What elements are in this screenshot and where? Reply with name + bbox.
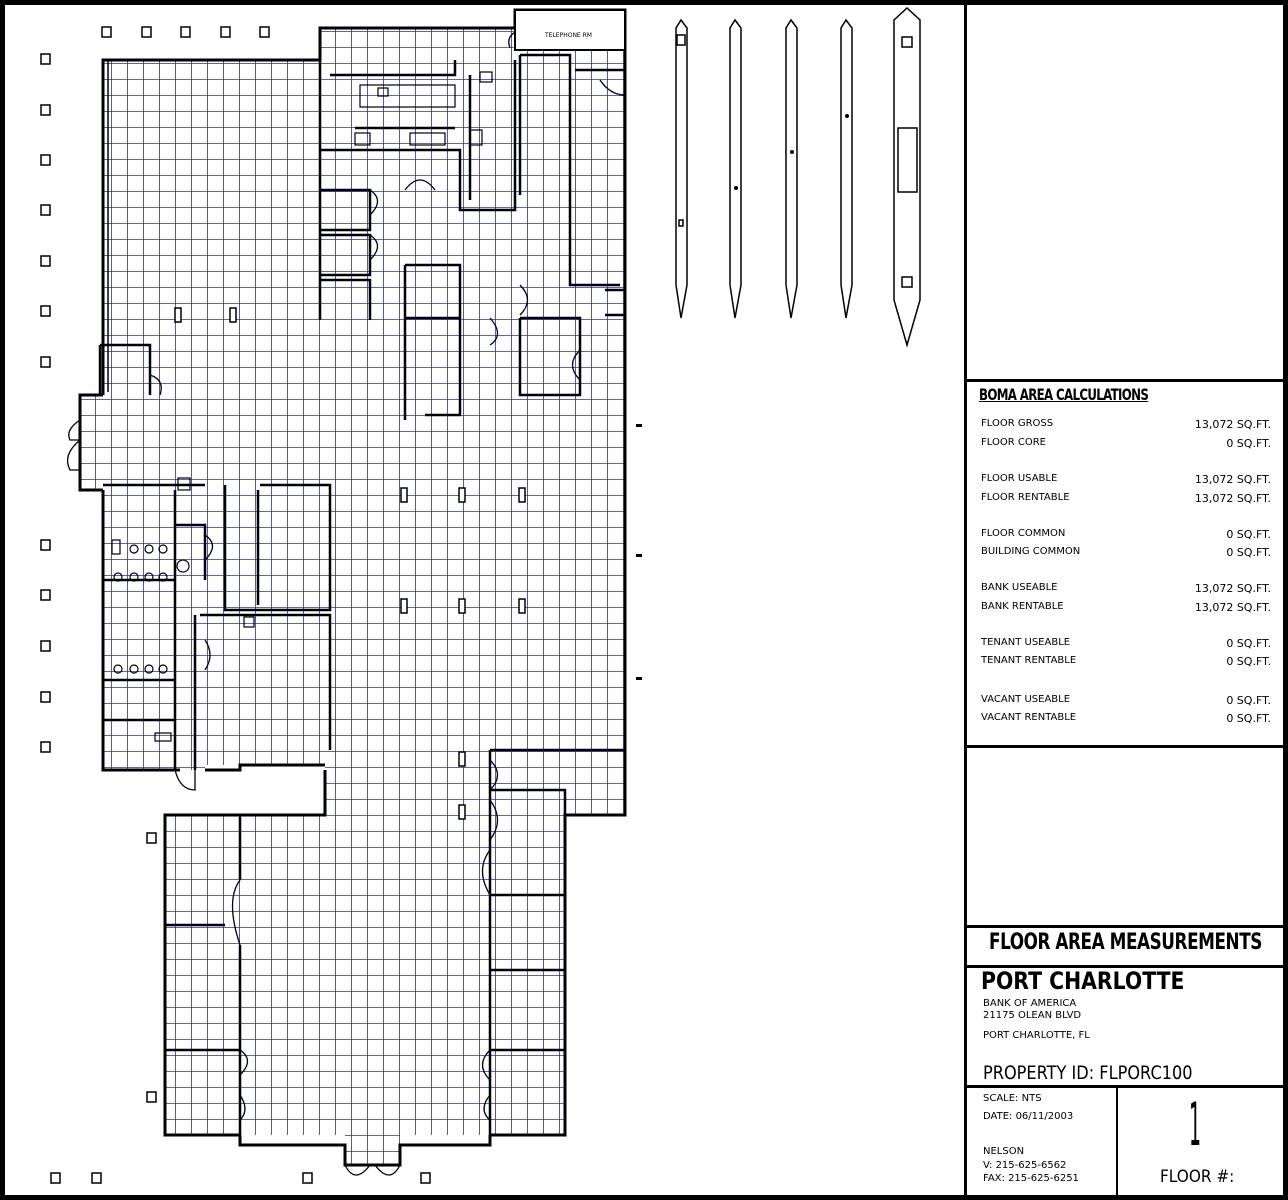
boma-row-value: 13,072 SQ.FT. — [1194, 601, 1271, 614]
boma-row-label: TENANT RENTABLE — [981, 655, 1077, 666]
scale-text: SCALE: NTS — [983, 1093, 1042, 1104]
boma-row-value: 0 SQ.FT. — [1226, 637, 1271, 650]
divider — [967, 1085, 1283, 1088]
section-symbols — [676, 8, 920, 345]
boma-row-label: FLOOR RENTABLE — [981, 492, 1070, 503]
property-id: PROPERTY ID: FLPORC100 — [983, 1062, 1193, 1084]
boma-row-value: 0 SQ.FT. — [1226, 528, 1271, 541]
boma-row-value: 13,072 SQ.FT. — [1194, 492, 1271, 505]
boma-row-label: FLOOR GROSS — [981, 418, 1054, 429]
contact-phone: V: 215-625-6562 — [983, 1160, 1067, 1171]
boma-row-label: FLOOR COMMON — [981, 528, 1066, 539]
boma-row-value: 0 SQ.FT. — [1226, 694, 1271, 707]
property-name: PORT CHARLOTTE — [981, 967, 1185, 995]
date-text: DATE: 06/11/2003 — [983, 1111, 1074, 1122]
contact-name: NELSON — [983, 1146, 1025, 1157]
boma-title: BOMA AREA CALCULATIONS — [979, 385, 1149, 404]
divider-vertical — [1116, 1088, 1118, 1195]
telephone-room — [515, 10, 625, 50]
boma-row-value: 13,072 SQ.FT. — [1194, 473, 1271, 486]
divider — [967, 925, 1283, 928]
boma-row-value: 0 SQ.FT. — [1226, 437, 1271, 450]
divider — [967, 745, 1283, 748]
boma-row-value: 13,072 SQ.FT. — [1194, 582, 1271, 595]
ceiling-grid — [80, 10, 625, 1165]
boma-row-label: VACANT RENTABLE — [981, 712, 1077, 723]
boma-row-label: BANK RENTABLE — [981, 601, 1064, 612]
divider — [967, 379, 1283, 382]
boma-row-label: BUILDING COMMON — [981, 546, 1081, 557]
property-city: PORT CHARLOTTE, FL — [983, 1030, 1090, 1041]
boma-row-label: BANK USEABLE — [981, 582, 1058, 593]
title-block — [964, 5, 1283, 1195]
boma-row-label: TENANT USEABLE — [981, 637, 1071, 648]
boma-row-value: 0 SQ.FT. — [1226, 712, 1271, 725]
floor-label: FLOOR #: — [1160, 1167, 1235, 1187]
property-tenant: BANK OF AMERICA — [983, 998, 1077, 1009]
floor-number: 1 — [1189, 1090, 1202, 1160]
boma-row-label: FLOOR USABLE — [981, 473, 1058, 484]
boma-row-label: VACANT USEABLE — [981, 694, 1071, 705]
contact-fax: FAX: 215-625-6251 — [983, 1173, 1079, 1184]
boma-row-value: 0 SQ.FT. — [1226, 655, 1271, 668]
telephone-room-label: TELEPHONE RM — [545, 32, 592, 39]
boma-row-value: 13,072 SQ.FT. — [1194, 418, 1271, 431]
sheet-title: FLOOR AREA MEASUREMENTS — [989, 930, 1262, 955]
boma-row-label: FLOOR CORE — [981, 437, 1046, 448]
wall-ticks — [636, 424, 642, 680]
property-address: 21175 OLEAN BLVD — [983, 1010, 1082, 1021]
boma-row-value: 0 SQ.FT. — [1226, 546, 1271, 559]
